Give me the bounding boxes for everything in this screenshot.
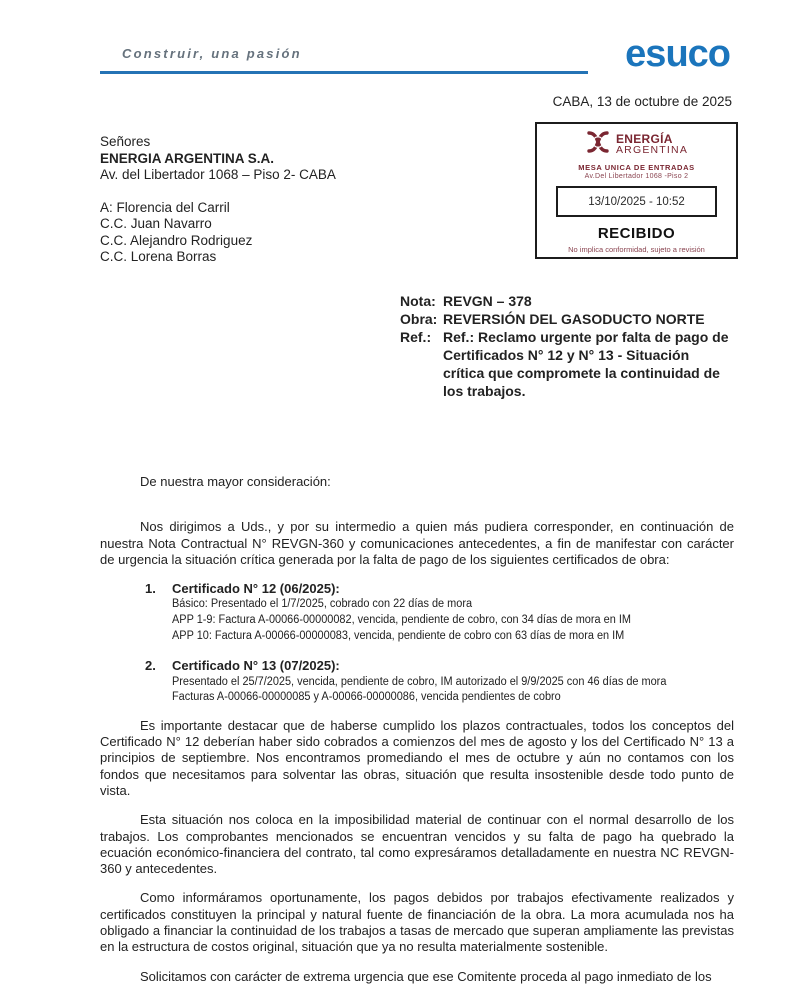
stamp-status: RECIBIDO — [597, 225, 676, 242]
certificate-detail: APP 1-9: Factura A-00066-00000082, vencida, pendiente de cobro, con 34 días de mora en IM — [172, 614, 631, 627]
letter-date: CABA, 13 de octubre de 2025 — [552, 94, 732, 109]
esuco-logo: esuco — [625, 33, 730, 75]
certificate-item-12 — [100, 581, 734, 644]
certificate-detail: Presentado el 25/7/2025, vencida, pendiente de cobro, IM autorizado el 9/9/2025 con 46 días de mora — [172, 675, 667, 688]
paragraph-5: Solicitamos con carácter de extrema urgencia que ese Comitente proceda al pago inmediato de los — [140, 968, 712, 984]
reference-value: REVERSIÓN DEL GASODUCTO NORTE — [443, 311, 705, 327]
paragraph-2: Es importante destacar que de haberse cumplido los plazos contractuales, todos los conceptos del Certificado N° 12 deberían haber sido cobrados a comienzos del mes de agosto y los del Certificado N° 13 a principios de septiembre. Nos encontramos promediando el mes de octubre y aún no contamos con los fondos que necesitamos para solventar las obras, situación que resulta insostenible desde todo punto de vista. — [100, 717, 734, 798]
stamp-datetime: 13/10/2025 - 10:52 — [588, 195, 685, 208]
certificate-detail: APP 10: Factura A-00066-00000083, vencida, pendiente de cobro con 63 días de mora en IM — [172, 629, 625, 642]
header-divider — [100, 71, 588, 74]
spacer — [100, 184, 336, 200]
certificate-detail: Básico: Presentado el 1/7/2025, cobrado con 22 días de mora — [172, 598, 473, 611]
certificate-title: Certificado N° 12 (06/2025): — [172, 581, 340, 597]
recipient-block — [100, 134, 336, 266]
recipient-address: Av. del Libertador 1068 – Piso 2- CABA — [100, 167, 336, 182]
stamp-address: Av.Del Libertador 1068 -Piso 2 — [584, 173, 689, 180]
stamp-org-name — [616, 133, 688, 156]
reference-row-ref — [400, 328, 730, 400]
reference-label: Nota: — [400, 293, 436, 309]
reference-row-nota — [400, 292, 730, 310]
company-tagline: Construir, una pasión — [122, 46, 302, 61]
certificate-list — [100, 581, 734, 706]
reference-label: Ref.: — [400, 329, 432, 345]
stamp-department: MESA UNICA DE ENTRADAS — [578, 163, 695, 172]
reference-value: Ref.: Reclamo urgente por falta de pago de Certificados N° 12 y N° 13 - Situación crítica que compromete la continuidad de los trabajos. — [443, 329, 729, 399]
reference-value: REVGN – 378 — [443, 293, 532, 309]
reference-label: Obra: — [400, 311, 438, 327]
attention-line: A: Florencia del Carril — [100, 199, 230, 215]
certificate-title: Certificado N° 13 (07/2025): — [172, 658, 340, 674]
cc-line: C.C. Juan Navarro — [100, 216, 212, 231]
paragraph-4: Como informáramos oportunamente, los pagos debidos por trabajos efectivamente realizados y certificados constituyen la principal y natural fuente de financiación de la obra. La mora acumulada nos ha obligado a financiar la continuidad de los trabajos a tasas de mercado que superan ampliamente las previstas en la estructura de costos original, situación que ya no resulta materialmente sostenible. — [100, 890, 734, 955]
cc-line: C.C. Lorena Borras — [100, 249, 217, 264]
reception-stamp — [535, 122, 738, 259]
letter-body — [100, 474, 734, 998]
paragraph-1: Nos dirigimos a Uds., y por su intermedio a quien más pudiera corresponder, en continuación de nuestra Nota Contractual N° REVGN-360 y comunicaciones antecedentes, a fin de manifestar con carácter de urgencia la situación crítica generada por la falta de pago de los siguientes certificados de obra: — [100, 519, 734, 567]
paragraph-3: Esta situación nos coloca en la imposibilidad material de continuar con el normal desarrollo de los trabajos. Los comprobantes mencionados se encuentran vencidos y su falta de pago ha quebrado la ecuación económico-financiera del contrato, tal como expresáramos detalladamente en nuestra NC REVGN-360 y antecedentes. — [100, 812, 734, 877]
stamp-disclaimer: No implica conformidad, sujeto a revisión — [568, 245, 705, 254]
stamp-datetime-box — [556, 186, 717, 217]
certificate-detail: Facturas A-00066-00000085 y A-00066-00000086, vencida pendientes de cobro — [172, 691, 561, 704]
certificate-item-13 — [100, 658, 734, 705]
list-number: 1. — [145, 581, 156, 597]
stamp-org-line1: ENERGÍA — [615, 132, 673, 146]
list-number: 2. — [145, 658, 156, 674]
stamp-org-line2: ARGENTINA — [615, 144, 689, 156]
reference-row-obra — [400, 310, 730, 328]
recipient-line: Señores — [100, 134, 151, 149]
stamp-logo-row — [537, 130, 736, 159]
recipient-company: ENERGIA ARGENTINA S.A. — [100, 150, 275, 166]
cc-line: C.C. Alejandro Rodriguez — [100, 232, 253, 248]
energia-argentina-knot-icon — [585, 130, 611, 159]
salutation: De nuestra mayor consideración: — [140, 474, 331, 489]
reference-block — [400, 292, 730, 400]
